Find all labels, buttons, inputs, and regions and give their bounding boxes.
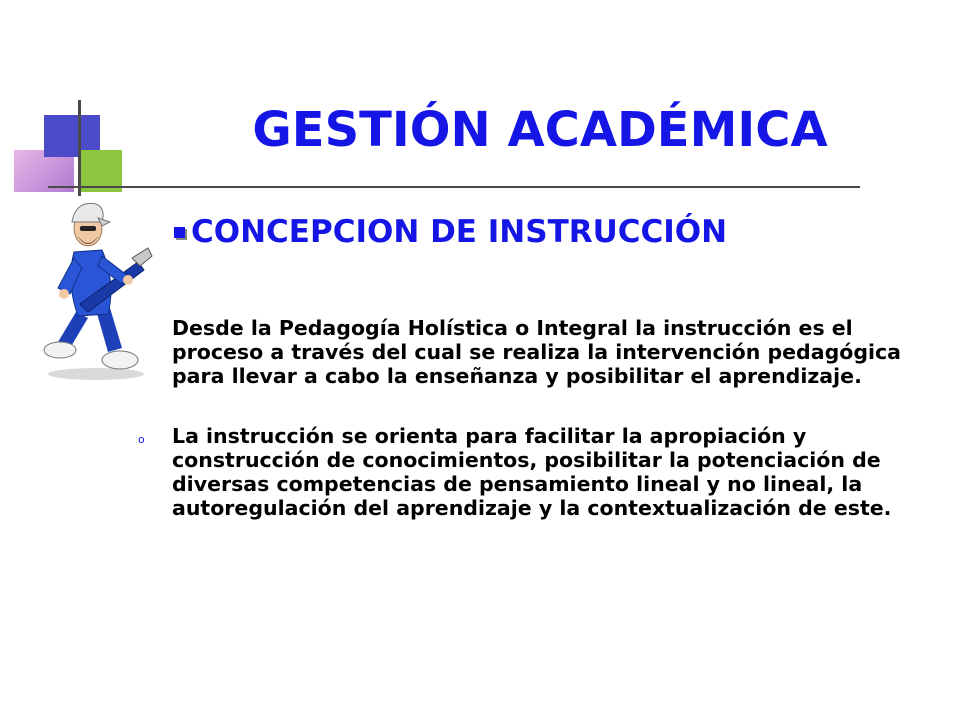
square-bullet-icon [174, 227, 185, 238]
decorative-vertical-line [78, 100, 81, 196]
paragraph-definition: Desde la Pedagogía Holística o Integral la instrucción es el proceso a través del cual se realiza la intervención pedagógica para llevar a cabo la enseñanza y posibilitar el aprendizaje. [172, 316, 902, 388]
guitar-player-figure [36, 192, 156, 382]
section-heading-text: CONCEPCION DE INSTRUCCIÓN [191, 214, 728, 250]
paragraph-orientation: La instrucción se orienta para facilitar la apropiación y construcción de conocimientos, posibilitar la potenciación de diversas competencias de pensamiento lineal y no lineal, la autoregulación del aprendizaje y la contextualización de este. [172, 424, 892, 520]
slide-title: GESTIÓN ACADÉMICA [252, 102, 828, 158]
title-underline [48, 186, 860, 188]
circle-bullet-icon: o [138, 433, 145, 446]
section-heading [174, 214, 727, 250]
